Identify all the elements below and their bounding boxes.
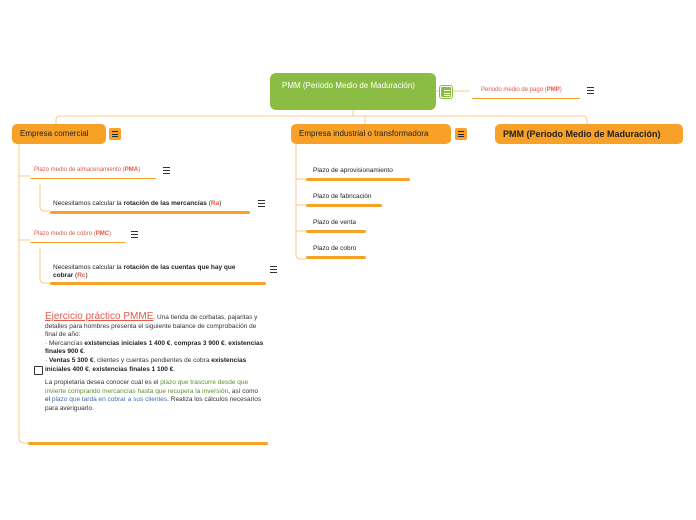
exercise-p2-end: . Realiza los cálculos necesarios para averiguarlo.	[45, 396, 262, 412]
cobro-underline	[306, 256, 366, 259]
rc-close: )	[85, 272, 88, 279]
exercise-checkbox[interactable]	[34, 366, 43, 375]
industrial-item-cobro[interactable]: Plazo de cobro	[313, 245, 357, 252]
branch-pmm[interactable]	[495, 124, 683, 144]
comercial-menu-icon[interactable]	[109, 128, 121, 140]
pmp-menu-icon[interactable]	[587, 86, 599, 98]
exercise-line1-pre: · Mercancías	[45, 339, 85, 347]
ra-abbr: Ra	[210, 200, 220, 207]
pmc-abbr: PMC	[95, 231, 110, 237]
branch-pmm-label: PMM (Periodo Medio de Maduración)	[503, 129, 661, 139]
pmc-menu-icon[interactable]	[131, 230, 143, 242]
exercise-line1-b3: existencias finales 900 €	[45, 339, 264, 356]
pma-menu-icon[interactable]	[163, 166, 175, 178]
exercise-p2-blue: plazo que tarda en cobrar a sus clientes	[51, 396, 168, 404]
industrial-item-venta[interactable]: Plazo de venta	[313, 219, 357, 226]
rc-abbr: Rc	[77, 272, 86, 279]
pmp-abbr: PMP	[546, 87, 560, 93]
aprovisionamiento-underline	[306, 178, 410, 181]
exercise-line2-b2: existencias iniciales 400 €	[45, 356, 247, 373]
exercise-line2-end: .	[173, 365, 176, 373]
exercise-line1-mid2: ,	[224, 339, 229, 347]
pmc-suffix: )	[109, 231, 112, 237]
ra-open: (	[206, 200, 211, 207]
industrial-item-fabricacion[interactable]: Plazo de fabricación	[313, 193, 372, 200]
pmc-node[interactable]	[34, 231, 111, 237]
root-label: PMM (Periodo Medio de Maduración)	[282, 81, 415, 90]
ra-underline	[50, 211, 250, 214]
exercise-line2-b3: existencias finales 1 100 €	[92, 365, 174, 373]
root-menu-icon[interactable]	[440, 86, 452, 98]
exercise-line2-mid2: ,	[88, 365, 93, 373]
pmc-prefix: Plazo medio de cobro (	[34, 231, 96, 237]
ra-prefix: Necesitamos calcular la	[53, 200, 124, 207]
industrial-menu-icon[interactable]	[455, 128, 467, 140]
rc-menu-icon[interactable]	[270, 265, 282, 277]
pma-underline	[30, 178, 156, 179]
ra-close: )	[219, 200, 222, 207]
exercise-p2-mid: , así como el	[45, 387, 259, 404]
branch-industrial-label: Empresa industrial o transformadora	[299, 129, 429, 138]
ra-bold: rotación de las mercancías	[123, 200, 207, 207]
exercise-underline	[28, 442, 268, 445]
fabricacion-underline	[306, 204, 382, 207]
pmp-node[interactable]	[481, 87, 562, 93]
root-node[interactable]	[270, 73, 436, 110]
exercise-line1-end: .	[83, 348, 86, 356]
pma-prefix: Plazo medio de almacenamiento (	[34, 167, 125, 173]
exercise-p2-green: plazo que trascurre desde que invierte comprando mercancías hasta que recupera la inversión	[45, 379, 249, 395]
venta-underline	[306, 230, 366, 233]
exercise-line2-b1: Ventas 5 300 €	[48, 356, 94, 364]
ra-node[interactable]	[53, 200, 221, 207]
exercise-line2-mid: , clientes y cuentas pendientes de cobra	[93, 356, 212, 364]
exercise-line2-pre: ·	[45, 356, 49, 364]
ra-menu-icon[interactable]	[258, 199, 270, 211]
rc-node[interactable]	[53, 264, 253, 280]
branch-comercial-label: Empresa comercial	[20, 129, 89, 138]
pmp-prefix: Periodo medio de pago (	[481, 87, 547, 93]
exercise-line1-b1: existencias iniciales 1 400 €	[84, 339, 171, 347]
exercise-p2-pre: La propietaria desea conocer cuál es el	[45, 379, 161, 387]
exercise-line1-mid: ,	[170, 339, 175, 347]
exercise-title[interactable]: Ejercicio práctico PMME	[45, 311, 154, 322]
exercise-intro: . Una tienda de corbatas, pajaritas y detalles para hombres presenta el siguiente balance de comprobación de final de año:	[45, 314, 258, 339]
industrial-item-aprovisionamiento[interactable]: Plazo de aprovisionamiento	[313, 167, 393, 174]
rc-open: (	[73, 272, 78, 279]
pmp-underline	[472, 98, 580, 99]
pma-suffix: )	[138, 167, 141, 173]
pma-node[interactable]	[34, 167, 140, 173]
rc-prefix: Necesitamos calcular la	[53, 264, 124, 271]
pmc-underline	[30, 242, 126, 243]
pma-abbr: PMA	[124, 167, 139, 173]
rc-underline	[50, 282, 266, 285]
rc-bold: rotación de las cuentas que hay que cobrar	[53, 264, 236, 279]
branch-empresa-comercial[interactable]	[12, 124, 106, 144]
exercise-line1-b2: compras 3 900 €	[174, 339, 225, 347]
branch-empresa-industrial[interactable]	[291, 124, 451, 144]
pmp-suffix: )	[559, 87, 562, 93]
exercise-text	[45, 313, 265, 414]
